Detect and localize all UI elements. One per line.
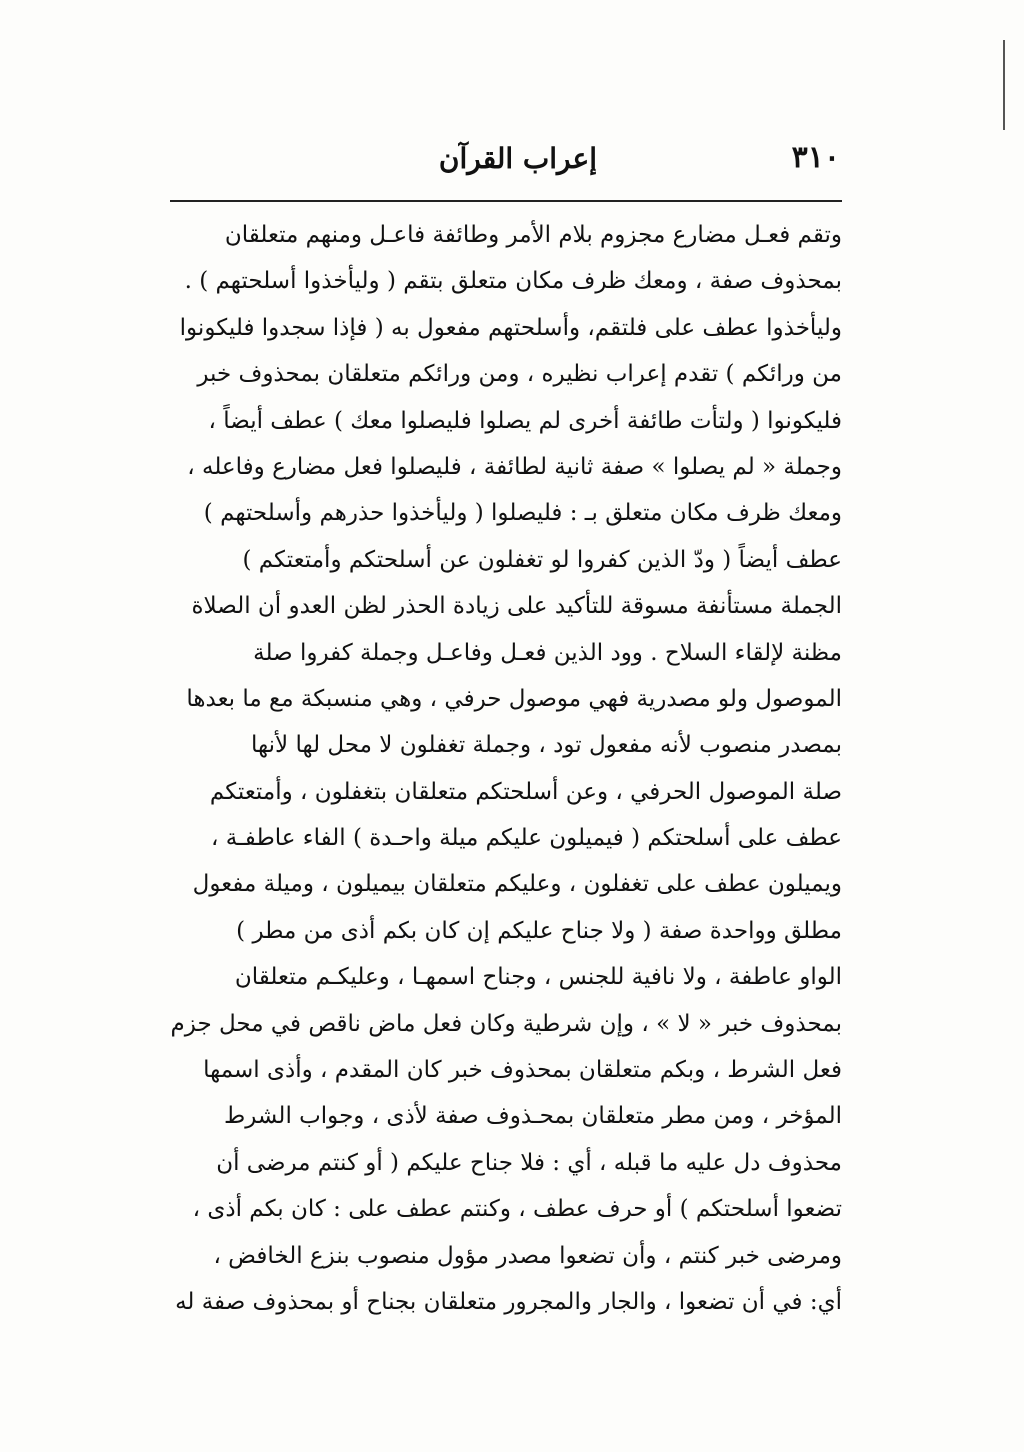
text-line: بمحذوف صفة ، ومعك ظرف مكان متعلق بتقم ( وليأخذوا أسلحتهم ) . [184,268,842,295]
text-line: الواو عاطفة ، ولا نافية للجنس ، وجناح اسمهـا ، وعليكـم متعلقان [234,964,842,991]
text-line: ويميلون عطف على تغفلون ، وعليكم متعلقان بيميلون ، وميلة مفعول [192,871,842,898]
text-line: بمصدر منصوب لأنه مفعول تود ، وجملة تغفلون لا محل لها لأنها [251,732,842,759]
scan-edge-mark [1003,40,1005,130]
text-line: محذوف دل عليه ما قبله ، أي : فلا جناح عليكم ( أو كنتم مرضى أن [216,1149,842,1176]
text-line: فليكونوا ( ولتأت طائفة أخرى لم يصلوا فليصلوا معك ) عطف أيضاً ، [208,407,842,434]
text-line: وليأخذوا عطف على فلتقم، وأسلحتهم مفعول به ( فإذا سجدوا فليكونوا [179,314,842,341]
text-line: وجملة « لم يصلوا » صفة ثانية لطائفة ، فليصلوا فعل مضارع وفاعله ، [187,453,842,480]
text-line: الموصول ولو مصدرية فهي موصول حرفي ، وهي منسبكة مع ما بعدها [186,685,842,712]
text-line: عطف على أسلحتكم ( فيميلون عليكم ميلة واحـدة ) الفاء عاطفـة ، [211,825,842,852]
text-line: مظنة لإلقاء السلاح . وود الذين فعـل وفاعـل وجملة كفروا صلة [253,639,842,666]
text-line: عطف أيضاً ( ودّ الذين كفروا لو تغفلون عن أسلحتكم وأمتعتكم ) [242,546,842,573]
body-text [170,212,842,1325]
header-divider [170,200,842,202]
text-line: وتقم فعـل مضارع مجزوم بلام الأمر وطائفة فاعـل ومنهم متعلقان [224,222,842,248]
page-number: ٣١٠ [791,140,840,175]
text-line: بمحذوف خبر « لا » ، وإن شرطية وكان فعل ماض ناقص في محل جزم [170,1010,842,1037]
text-line: فعل الشرط ، وبكم متعلقان بمحذوف خبر كان المقدم ، وأذى اسمها [203,1057,842,1084]
text-line: المؤخر ، ومن مطر متعلقان بمحـذوف صفة لأذى ، وجواب الشرط [223,1103,842,1130]
text-line: ومعك ظرف مكان متعلق بـ : فليصلوا ( وليأخذوا حذرهم وأسلحتهم ) [203,500,842,527]
text-line: تضعوا أسلحتكم ) أو حرف عطف ، وكنتم عطف على : كان بكم أذى ، [192,1196,842,1223]
page-header [170,140,842,190]
text-line: مطلق وواحدة صفة ( ولا جناح عليكم إن كان بكم أذى من مطر ) [236,917,842,944]
text-line: أي: في أن تضعوا ، والجار والمجرور متعلقان بجناح أو بمحذوف صفة له [175,1288,842,1315]
text-line: الجملة مستأنفة مسوقة للتأكيد على زيادة الحذر لظن العدو أن الصلاة [191,593,842,620]
text-line: صلة الموصول الحرفي ، وعن أسلحتكم متعلقان بتغفلون ، وأمتعتكم [209,778,842,805]
text-line: من ورائكم ) تقدم إعراب نظيره ، ومن ورائكم متعلقان بمحذوف خبر [197,361,842,388]
text-line: ومرضى خبر كنتم ، وأن تضعوا مصدر مؤول منصوب بنزع الخافض ، [213,1242,842,1269]
running-title: إعراب القرآن [438,142,597,175]
